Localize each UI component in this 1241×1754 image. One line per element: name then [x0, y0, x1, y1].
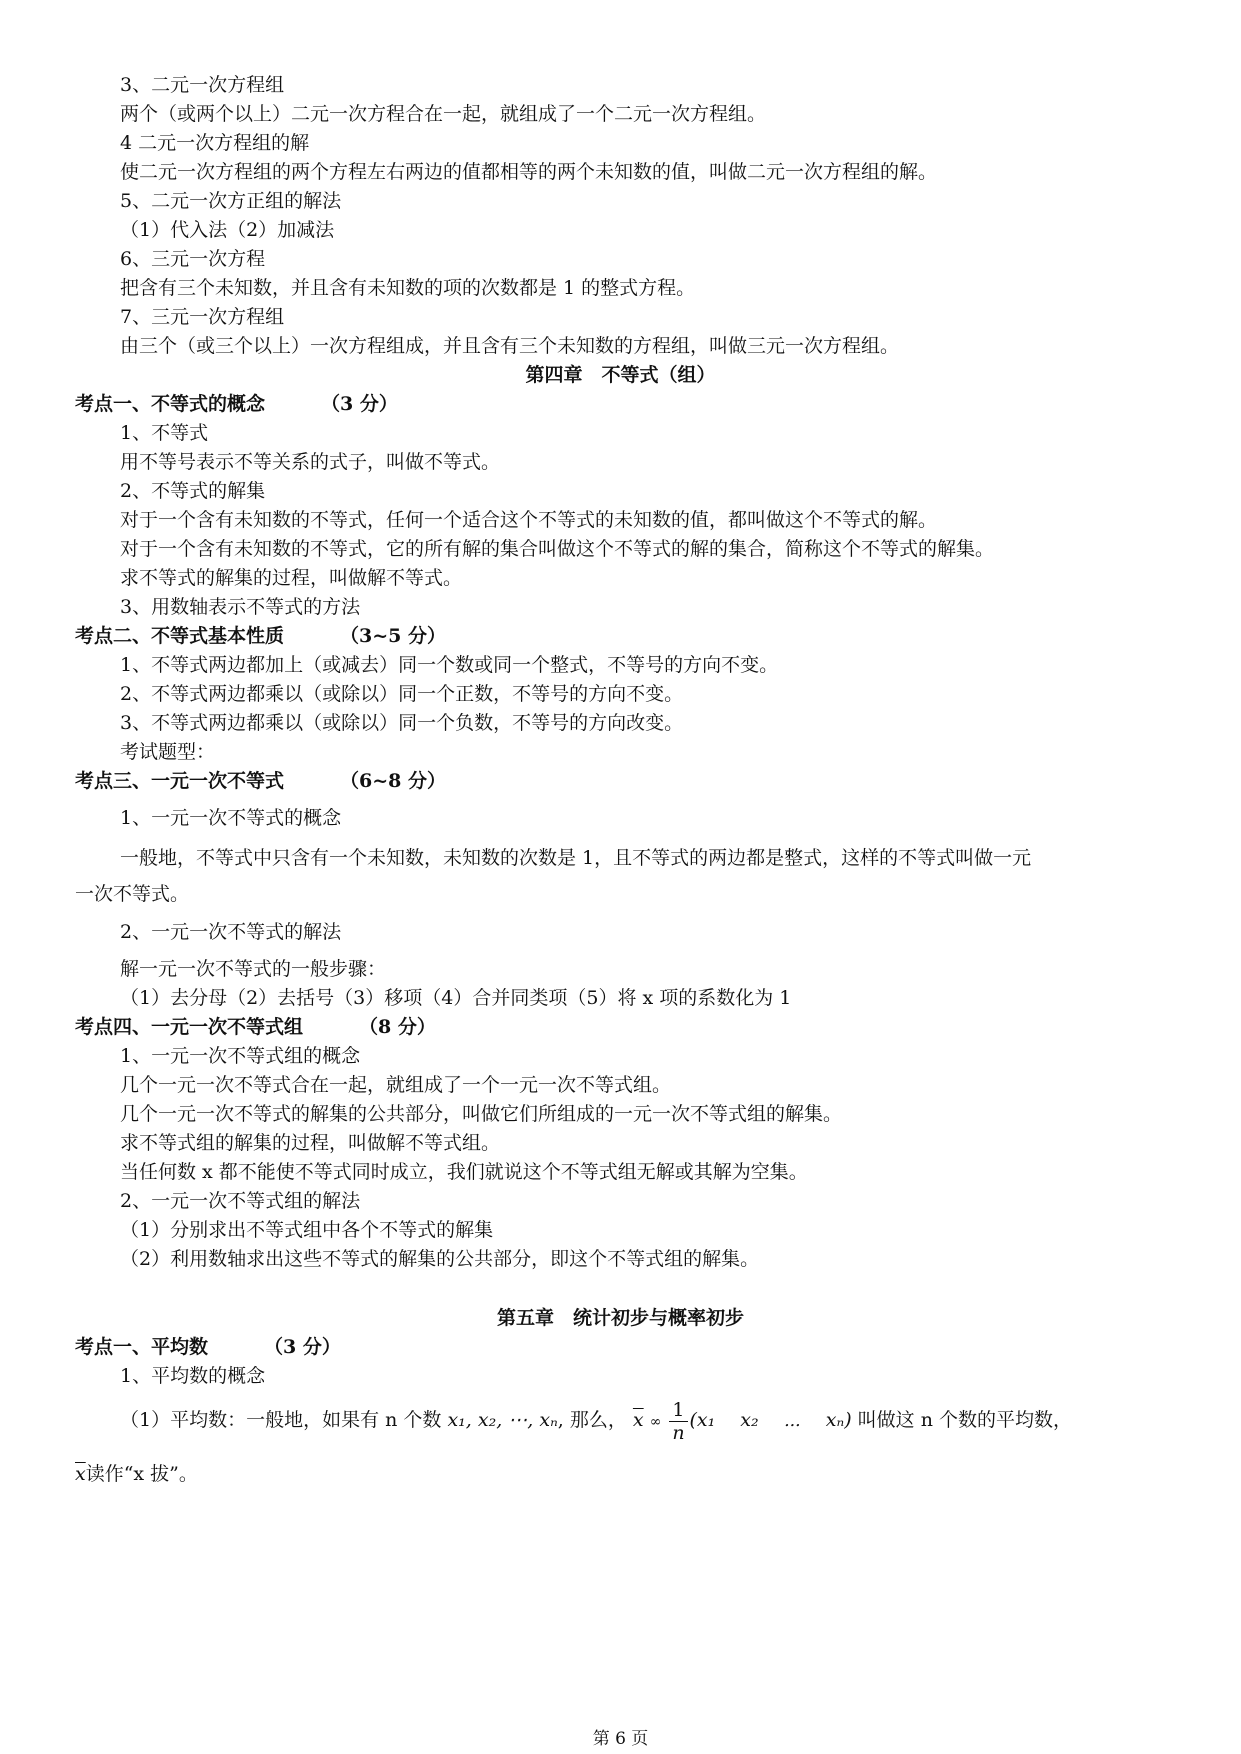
- formula-sum: (x₁ x₂ ⋯ xₙ): [689, 1409, 852, 1431]
- item-heading: 2、不等式的解集: [120, 480, 266, 502]
- paragraph: 把含有三个未知数，并且含有未知数的项的次数都是 1 的整式方程。: [120, 277, 696, 299]
- item-heading: 3、二元一次方程组: [120, 74, 285, 96]
- formula-suffix: 叫做这 n 个数的平均数，: [851, 1409, 1072, 1431]
- paragraph: （1）代入法（2）加减法: [120, 219, 335, 241]
- chapter-title: 第五章 统计初步与概率初步: [496, 1307, 744, 1329]
- section-score: （3 分）: [321, 393, 398, 415]
- paragraph: 几个一元一次不等式的解集的公共部分，叫做它们所组成的一元一次不等式组的解集。: [120, 1103, 843, 1125]
- paragraph: 用不等号表示不等关系的式子，叫做不等式。: [120, 451, 501, 473]
- paragraph: （2）利用数轴求出这些不等式的解集的公共部分，即这个不等式组的解集。: [120, 1248, 760, 1270]
- paragraph: 3、不等式两边都乘以（或除以）同一个负数，不等号的方向改变。: [120, 712, 684, 734]
- formula-mid: , 那么，: [557, 1409, 627, 1431]
- paragraph: 几个一元一次不等式合在一起，就组成了一个一元一次不等式组。: [120, 1074, 672, 1096]
- item-heading: 4 二元一次方程组的解: [120, 132, 310, 154]
- item-heading: 5、二元一次方正组的解法: [120, 190, 342, 212]
- page-number: 第 6 页: [592, 1729, 649, 1749]
- paragraph: 求不等式的解集的过程，叫做解不等式。: [120, 567, 463, 589]
- item-heading: 1、平均数的概念: [120, 1365, 266, 1387]
- item-heading: 1、一元一次不等式的概念: [120, 807, 342, 829]
- paragraph: 一次不等式。: [75, 883, 190, 905]
- chapter-title: 第四章 不等式（组）: [525, 364, 716, 386]
- item-heading: 2、一元一次不等式组的解法: [120, 1190, 361, 1212]
- formula-prefix: （1）平均数：一般地，如果有 n 个数: [120, 1409, 442, 1431]
- item-heading: 1、不等式: [120, 422, 209, 444]
- item-heading: 6、三元一次方程: [120, 248, 266, 270]
- paragraph: [75, 1462, 198, 1486]
- section-score: （3~5 分）: [340, 625, 446, 647]
- paragraph: （1）分别求出不等式组中各个不等式的解集: [120, 1219, 494, 1241]
- paragraph: （1）去分母（2）去括号（3）移项（4）合并同类项（5）将 x 项的系数化为 1: [120, 987, 792, 1009]
- paragraph: 考试题型：: [120, 741, 216, 763]
- section-title: 考点一、平均数: [75, 1336, 209, 1358]
- fraction-denominator: n: [672, 1421, 685, 1444]
- paragraph: 两个（或两个以上）二元一次方程合在一起，就组成了一个二元一次方程组。: [120, 103, 767, 125]
- section-score: （3 分）: [264, 1336, 341, 1358]
- section-score: （6~8 分）: [340, 770, 446, 792]
- section-heading: [75, 392, 398, 416]
- paragraph: 对于一个含有未知数的不等式，它的所有解的集合叫做这个不等式的解的集合，简称这个不等式的解集。: [120, 538, 995, 560]
- item-heading: 3、用数轴表示不等式的方法: [120, 596, 361, 618]
- fraction-numerator: 1: [669, 1399, 687, 1422]
- x-bar: $\overline{x}$: [632, 1409, 644, 1431]
- paragraph: 由三个（或三个以上）一次方程组成，并且含有三个未知数的方程组，叫做三元一次方程组。: [120, 335, 900, 357]
- item-heading: 1、一元一次不等式组的概念: [120, 1045, 361, 1067]
- section-title: 考点一、不等式的概念: [75, 393, 266, 415]
- formula-line: [120, 1392, 1072, 1450]
- item-heading: 7、三元一次方程组: [120, 306, 285, 328]
- section-title: 考点二、不等式基本性质: [75, 625, 285, 647]
- section-title: 考点四、一元一次不等式组: [75, 1016, 304, 1038]
- formula-equals: ∞: [649, 1414, 662, 1430]
- paragraph: 使二元一次方程组的两个方程左右两边的值都相等的两个未知数的值，叫做二元一次方程组的解。: [120, 161, 938, 183]
- paragraph: 一般地，不等式中只含有一个未知数，未知数的次数是 1，且不等式的两边都是整式，这样的不等式叫做一元: [120, 847, 1032, 869]
- xbar-reading: 读作“x 拔”。: [85, 1463, 198, 1485]
- section-score: （8 分）: [359, 1016, 436, 1038]
- paragraph: 对于一个含有未知数的不等式，任何一个适合这个不等式的未知数的值，都叫做这个不等式的解。: [120, 509, 938, 531]
- paragraph: 解一元一次不等式的一般步骤：: [120, 958, 387, 980]
- section-title: 考点三、一元一次不等式: [75, 770, 285, 792]
- x-bar: $\overline{x}$: [75, 1463, 86, 1485]
- section-heading: [75, 624, 446, 648]
- section-heading: [75, 1335, 341, 1359]
- fraction: [669, 1399, 687, 1444]
- paragraph: 当任何数 x 都不能使不等式同时成立，我们就说这个不等式组无解或其解为空集。: [120, 1161, 808, 1183]
- paragraph: 求不等式组的解集的过程，叫做解不等式组。: [120, 1132, 501, 1154]
- paragraph: 1、不等式两边都加上（或减去）同一个数或同一个整式，不等号的方向不变。: [120, 654, 779, 676]
- section-heading: [75, 769, 446, 793]
- paragraph: 2、不等式两边都乘以（或除以）同一个正数，不等号的方向不变。: [120, 683, 684, 705]
- item-heading: 2、一元一次不等式的解法: [120, 921, 342, 943]
- section-heading: [75, 1015, 436, 1039]
- formula-sequence: x₁, x₂, ⋯, xₙ: [447, 1409, 558, 1431]
